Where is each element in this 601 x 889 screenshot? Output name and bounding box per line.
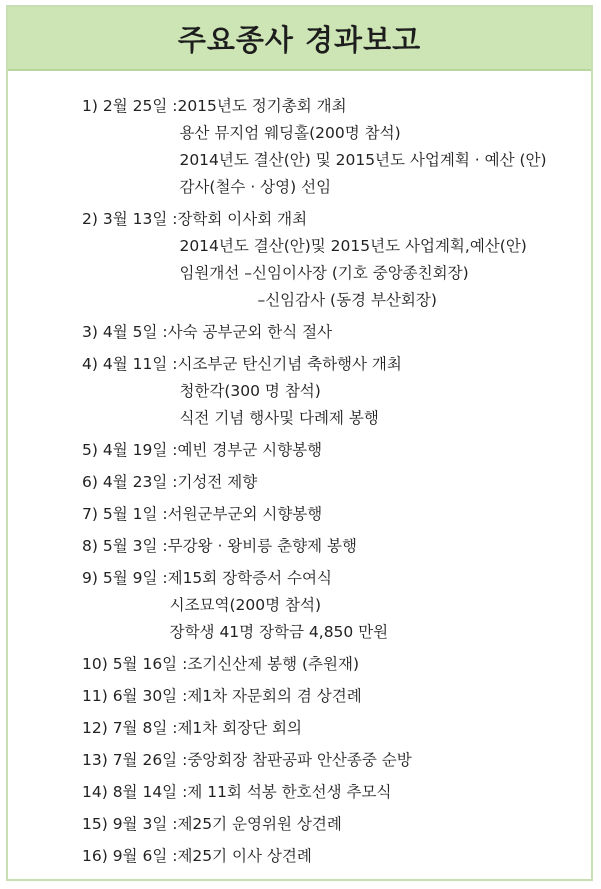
list-item [82, 651, 581, 678]
item-title: 시조부군 탄신기념 축하행사 개최 [177, 355, 402, 373]
title-bar [8, 7, 591, 71]
item-date: 10) 5월 16일 : [82, 655, 188, 673]
event-list [82, 93, 581, 875]
item-headline [82, 565, 581, 592]
list-item [82, 683, 581, 710]
item-headline [82, 843, 581, 870]
item-date: 8) 5월 3일 : [82, 537, 168, 555]
item-title: 제 11회 석봉 한호선생 추모식 [187, 783, 392, 801]
item-headline [82, 683, 581, 710]
item-title: 사숙 공부군외 한식 절사 [167, 323, 333, 341]
item-date: 5) 4월 19일 : [82, 441, 178, 459]
item-detail: 시조묘역(200명 참석) [169, 596, 322, 614]
item-detail: 청한각(300 명 참석) [179, 382, 321, 400]
item-date: 14) 8월 14일 : [82, 783, 188, 801]
item-detail: 2014년도 결산(안)및 2015년도 사업계획,예산(안) [179, 237, 527, 255]
item-date: 9) 5월 9일 : [82, 569, 168, 587]
item-headline [82, 811, 581, 838]
item-detail: 2014년도 결산(안) 및 2015년도 사업계획 · 예산 (안) [179, 151, 547, 169]
item-title: 기성전 제향 [177, 473, 258, 491]
item-date: 7) 5월 1일 : [82, 505, 168, 523]
item-detail: 임원개선 –신임이사장 (기호 중앙종친회장) [179, 264, 469, 282]
item-spacer [82, 870, 581, 875]
list-item [82, 319, 581, 346]
item-date: 3) 4월 5일 : [82, 323, 168, 341]
item-headline [82, 469, 581, 496]
item-headline [82, 779, 581, 806]
list-item [82, 206, 581, 314]
item-date: 4) 4월 11일 : [82, 355, 178, 373]
item-date: 12) 7월 8일 : [82, 719, 178, 737]
item-title: 무강왕 · 왕비릉 춘향제 봉행 [167, 537, 357, 555]
list-item [82, 715, 581, 742]
list-item [82, 93, 581, 201]
item-headline [82, 533, 581, 560]
page-title: 주요종사 경과보고 [177, 22, 422, 57]
item-date: 13) 7월 26일 : [82, 751, 188, 769]
item-date: 16) 9월 6일 : [82, 847, 178, 865]
item-date: 11) 6월 30일 : [82, 687, 188, 705]
list-item [82, 501, 581, 528]
list-item [82, 533, 581, 560]
item-title: 장학회 이사회 개최 [177, 210, 308, 228]
item-headline [82, 206, 581, 233]
item-headline [82, 437, 581, 464]
item-title: 제1차 자문회의 겸 상견례 [187, 687, 362, 705]
item-date: 1) 2월 25일 : [82, 97, 178, 115]
item-date: 6) 4월 23일 : [82, 473, 178, 491]
list-item [82, 565, 581, 646]
item-title: 예빈 경부군 시향봉행 [177, 441, 323, 459]
item-headline [82, 651, 581, 678]
item-detail: 장학생 41명 장학금 4,850 만원 [169, 623, 389, 641]
item-date: 2) 3월 13일 : [82, 210, 178, 228]
list-item [82, 437, 581, 464]
item-title: 제15회 장학증서 수여식 [167, 569, 332, 587]
list-item [82, 351, 581, 432]
list-item [82, 469, 581, 496]
report-panel [6, 5, 593, 881]
item-title: 서원군부군외 시향봉행 [167, 505, 323, 523]
list-item [82, 779, 581, 806]
item-headline [82, 501, 581, 528]
item-detail: 감사(철수 · 상영) 선임 [179, 178, 332, 196]
item-title: 제25기 운영위원 상견례 [177, 815, 342, 833]
list-item [82, 747, 581, 774]
item-date: 15) 9월 3일 : [82, 815, 178, 833]
list-item [82, 811, 581, 838]
item-headline [82, 351, 581, 378]
item-title: 조기신산제 봉행 (추원재) [187, 655, 359, 673]
item-detail: 식전 기념 행사및 다례제 봉행 [179, 409, 379, 427]
item-title: 제25기 이사 상견례 [177, 847, 312, 865]
item-headline [82, 319, 581, 346]
list-item [82, 843, 581, 870]
item-title: 2015년도 정기총회 개최 [177, 97, 347, 115]
item-detail: 용산 뮤지엄 웨딩홀(200명 참석) [179, 124, 401, 142]
item-detail: –신임감사 (동경 부산회장) [257, 291, 437, 309]
item-title: 중앙회장 참판공파 안산종중 순방 [187, 751, 412, 769]
item-headline [82, 715, 581, 742]
item-title: 제1차 회장단 회의 [177, 719, 302, 737]
item-headline [82, 747, 581, 774]
item-headline [82, 93, 581, 120]
